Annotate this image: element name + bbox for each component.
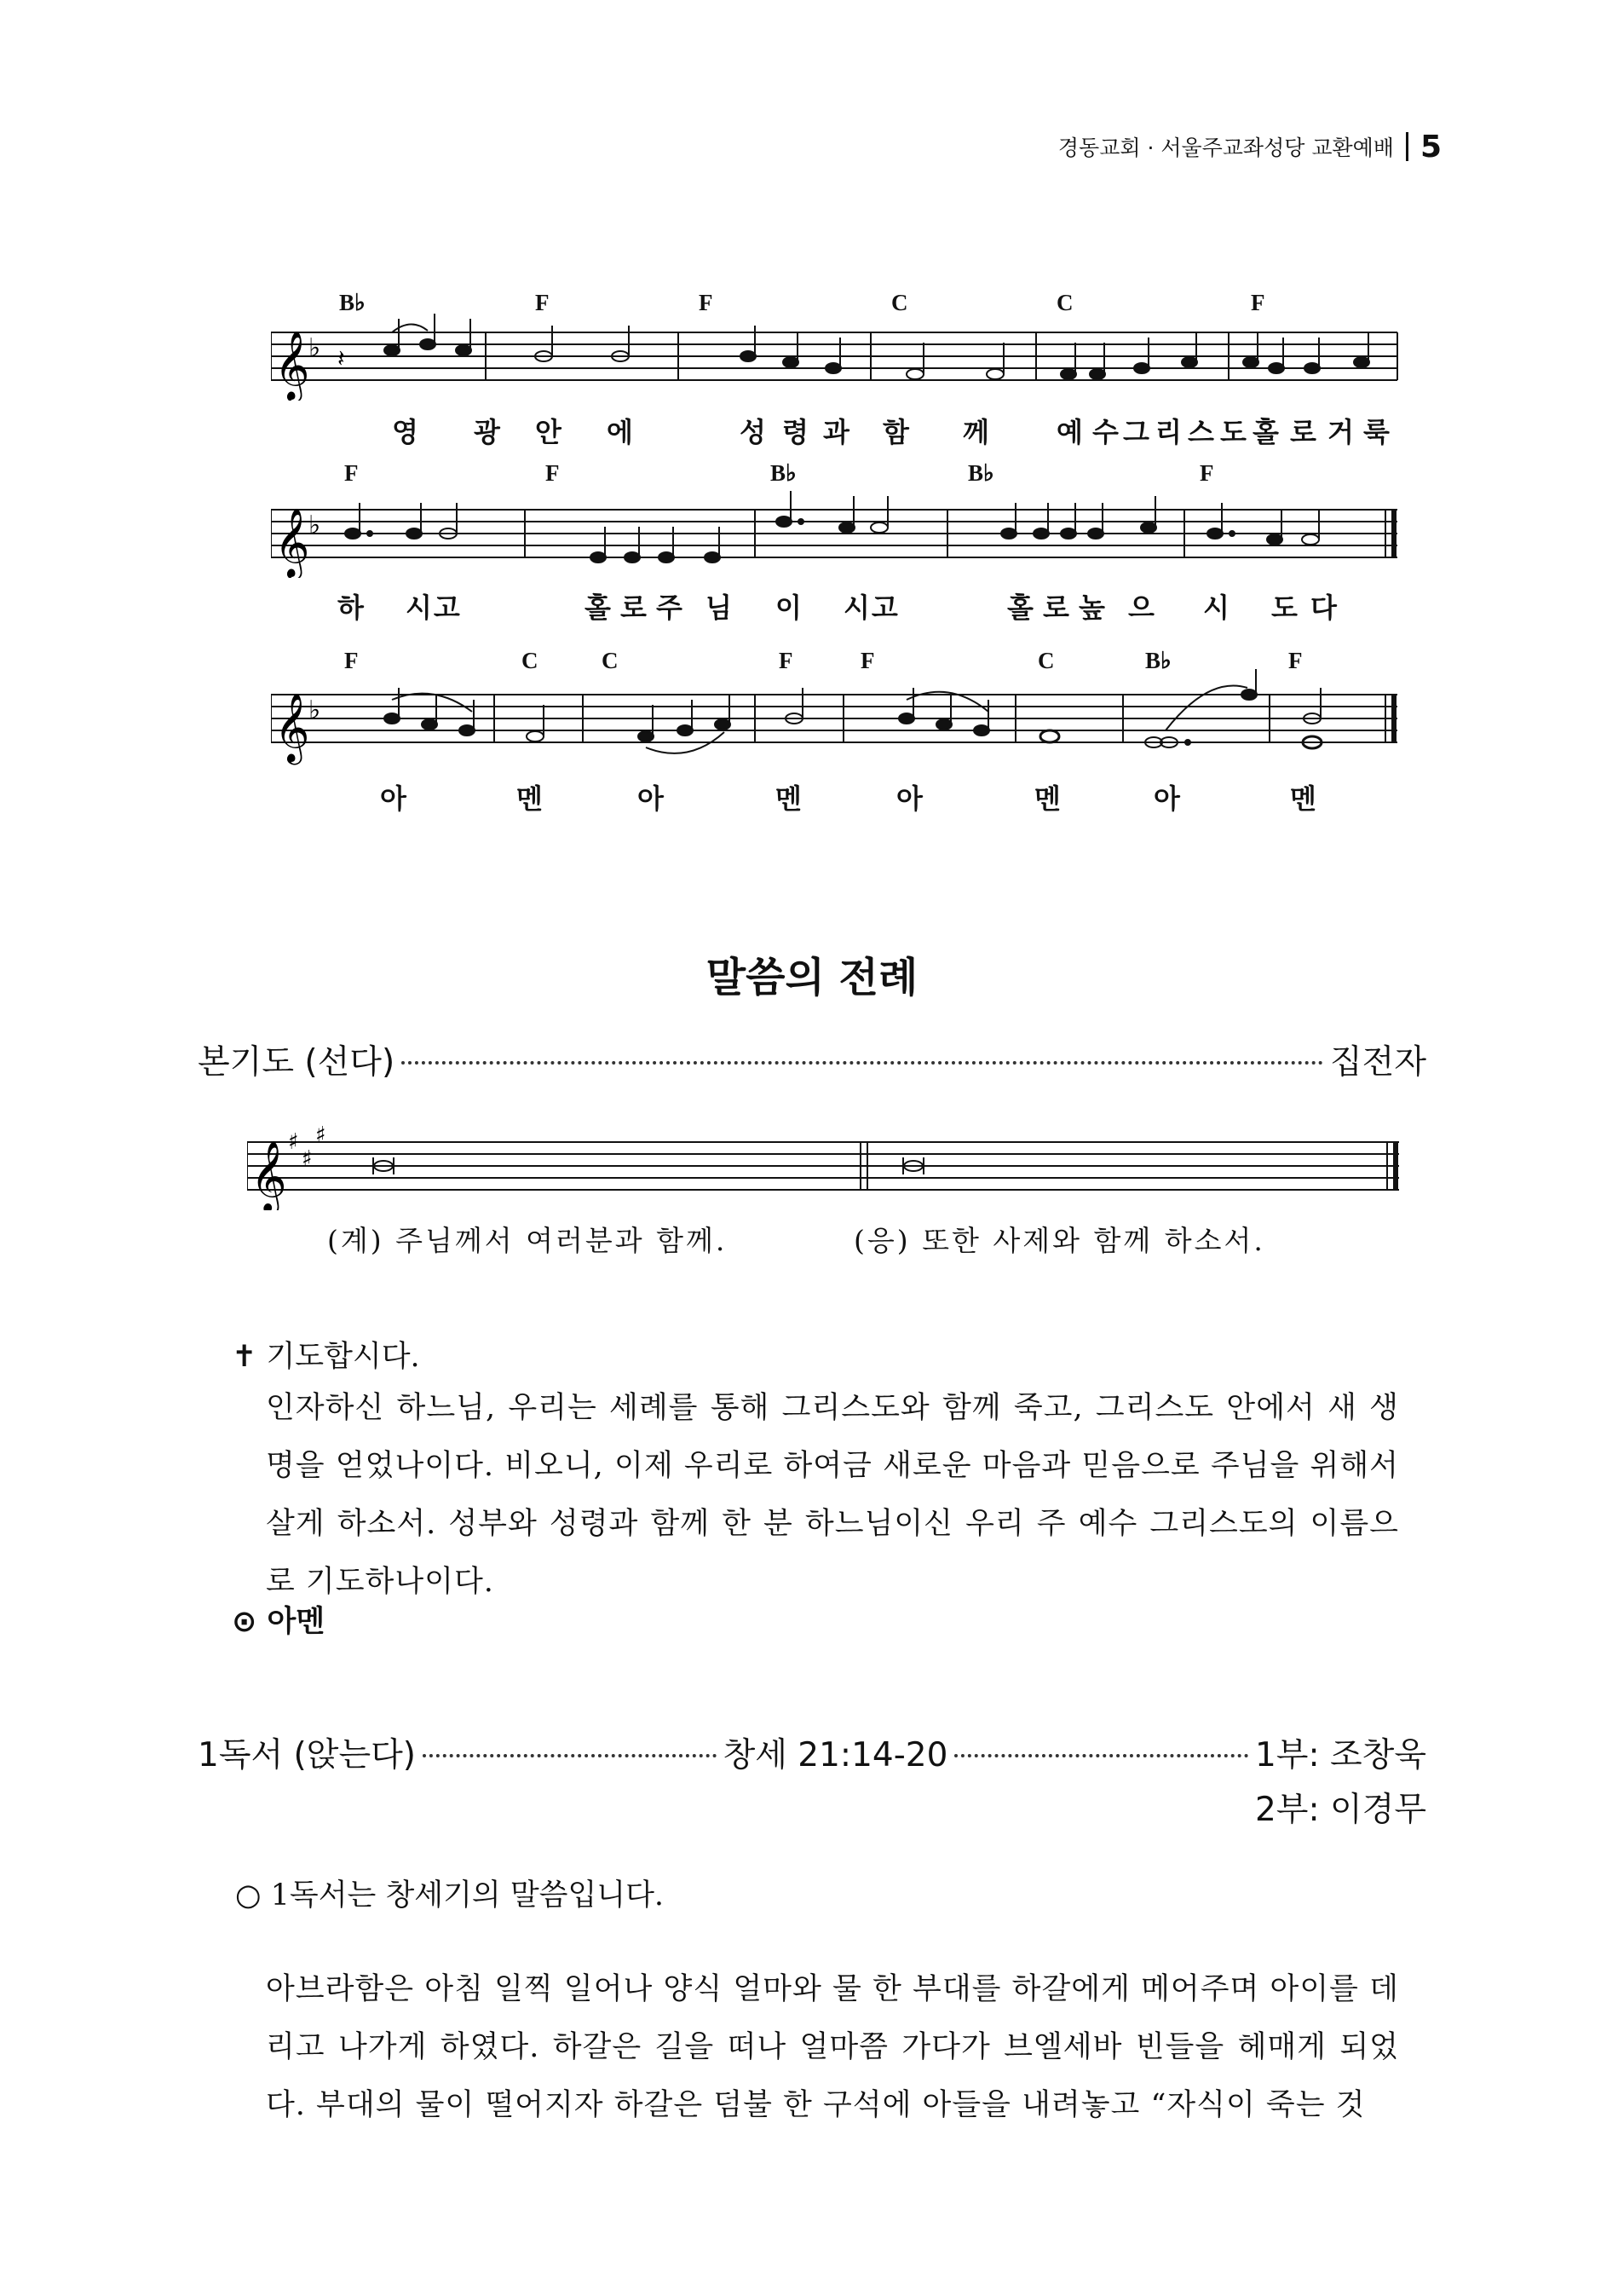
chord: C [1057,290,1074,315]
lyric: 영 [392,416,420,448]
chord: F [344,648,359,673]
leader-dots [423,1754,717,1757]
lyric: 홀 [585,591,613,624]
lyric: 다 [1310,591,1339,624]
reading-text: 아브라함은 아침 일찍 일어나 양식 얼마와 물 한 부대를 하갈에게 메어주며 아이를 데리고 나가게 하였다. 하갈은 길을 떠나 얼마쯤 가다가 브엘세바 빈들을 헤매게 되었다. 부대의 물이 떨어지자 하갈은 덤불 한 구석에 아들을 내려놓고 “자식이 죽는 것 [266,1972,1399,2122]
svg-text:♭: ♭ [308,333,321,363]
lyric: 아 [896,782,924,815]
section-title: 말씀의 전례 [705,954,919,1001]
chord: B♭ [1145,648,1172,673]
chord: C [891,290,908,315]
lyric: 예 [1057,416,1085,448]
versicle-text: (계) 주님께서 여러분과 함께. [327,1224,728,1257]
collect-intro: ✝ 기도합시다. [232,1340,420,1374]
chord: C [1038,648,1055,673]
lyric: 그 [1123,416,1151,448]
lyric: 아 [380,782,408,815]
chord: F [1200,460,1214,486]
chord: F [779,648,793,673]
lyric: 령 [782,416,810,448]
amen: ⊙ 아멘 [232,1605,325,1639]
lyric: 함 [883,416,911,448]
lyric: 멘 [1290,782,1318,815]
leader-dots [954,1754,1248,1757]
chord: B♭ [968,460,994,486]
header-divider [1406,132,1408,161]
reader-2: 2부: 이경무 [1254,1791,1426,1829]
lyric: 룩 [1363,416,1391,448]
svg-text:𝄽: 𝄽 [337,344,345,372]
chord: F [861,648,875,673]
lyric: 도 [1271,591,1299,624]
lyric: 아 [1154,782,1182,815]
lyric: 님 [705,591,734,624]
svg-text:𝄞: 𝄞 [274,692,310,762]
chord: C [521,648,538,673]
staff-3 [271,669,1413,771]
staff-2 [271,484,1413,578]
lyric: 하 [337,591,366,624]
lyric: 수 [1092,416,1120,448]
reading-reference: 창세 21:14-20 [723,1736,948,1774]
lyric: 과 [823,416,851,448]
lyric: 광 [474,416,502,448]
lyric: 시고 [844,591,900,624]
lyric: 홀 [1253,416,1281,448]
lyric: 로 [620,591,648,624]
collect-leader: 집전자 [1329,1043,1426,1082]
lyric: 시 [1203,591,1231,624]
lyric: 로 [1043,591,1071,624]
chord: F [344,460,359,486]
lyric: 멘 [775,782,803,815]
chord: F [545,460,560,486]
svg-text:♭: ♭ [308,695,321,725]
lyric: 에 [607,416,635,448]
running-header [1058,128,1442,165]
staff-1 [271,307,1413,401]
svg-text:𝄞: 𝄞 [251,1140,287,1210]
lyric: 멘 [516,782,544,815]
chord: F [535,290,550,315]
lyric: 께 [963,416,991,448]
lyric: 홀 [1007,591,1035,624]
svg-text:♯: ♯ [288,1129,299,1155]
lyric: 멘 [1034,782,1063,815]
lyric: 리 [1155,416,1183,448]
chord: B♭ [339,290,366,315]
lyric: 이 [775,591,803,624]
svg-text:♯: ♯ [302,1146,313,1172]
lyric: 거 [1327,416,1356,448]
lyric: 주 [656,591,684,624]
versicle [327,1219,727,1259]
lyric: 아 [637,782,665,815]
svg-text:♭: ♭ [308,511,321,540]
leader-dots [401,1061,1323,1065]
lyric: 성 [740,416,768,448]
lyric: 높 [1079,591,1107,624]
reading-label: 1독서 (앉는다) [198,1736,417,1774]
reading-intro: ○ 1독서는 창세기의 말씀입니다. [235,1878,665,1913]
reading-heading [198,1728,1426,1776]
response-text: (응) 또한 사제와 함께 하소서. [854,1224,1265,1257]
lyric: 으 [1128,591,1156,624]
lyric: 안 [535,416,563,448]
lyric: 로 [1290,416,1318,448]
chant-staff [247,1117,1406,1210]
svg-text:𝄞: 𝄞 [274,330,310,400]
lyric: 도 [1220,416,1248,448]
svg-text:𝄞: 𝄞 [274,507,310,577]
response [854,1219,1265,1259]
chord: F [1288,648,1303,673]
chord: C [602,648,619,673]
lyric: 스 [1188,416,1216,448]
collect-text: 인자하신 하느님, 우리는 세례를 통해 그리스도와 함께 죽고, 그리스도 안에서 새 생명을 얻었나이다. 비오니, 이제 우리로 하여금 새로운 마음과 믿음으로 주님을 위해서 살게 하소서. 성부와 성령과 함께 한 분 하느님이신 우리 주 예수 그리스도의 이름으로 기도하나이다. [266,1391,1399,1599]
lyric: 시고 [406,591,462,624]
chord: F [1251,290,1265,315]
page-number: 5 [1420,129,1442,164]
running-title: 경동교회 · 서울주교좌성당 교환예배 [1057,136,1394,160]
chord: F [699,290,713,315]
reader-1: 1부: 조창욱 [1254,1736,1426,1774]
collect-heading [198,1036,1426,1083]
collect-label: 본기도 (선다) [198,1043,395,1082]
chord: B♭ [770,460,797,486]
svg-text:♯: ♯ [315,1122,326,1148]
